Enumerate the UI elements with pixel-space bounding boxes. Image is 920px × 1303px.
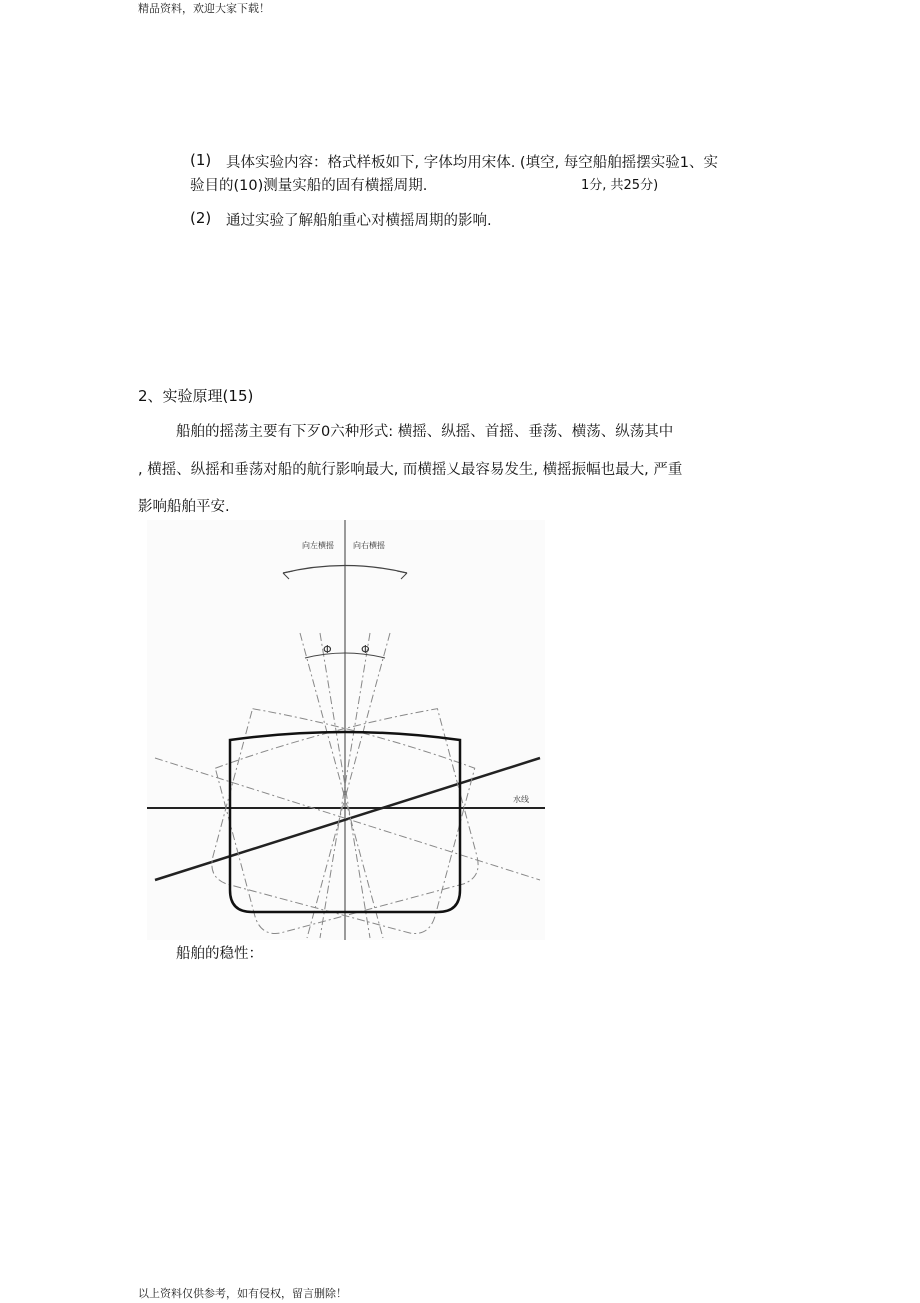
roll-right-label: 向右横摇 (353, 541, 385, 550)
item-1-num: (1) (190, 151, 212, 169)
figure-caption: 船舶的稳性： (176, 946, 263, 962)
page-header: 精品资料，欢迎大家下载！ (138, 2, 270, 15)
item-2-line1: 通过实验了解船舶重心对横摇周期的影响. (226, 213, 492, 229)
paragraph-line: 船舶的摇荡主要有下歹0六种形式: 横摇、纵摇、首摇、垂荡、横荡、纵荡其中 (176, 424, 674, 440)
page-footer: 以上资料仅供参考，如有侵权，留言删除！ (138, 1287, 347, 1300)
item-1-line2: 验目的(10)测量实船的固有横摇周期. (190, 178, 428, 194)
item-2-num: (2) (190, 209, 212, 227)
paragraph-line: , 横摇、纵摇和垂荡对船的航行影响最大, 而横摇乂最容易发生, 横摇振幅也最大, 严重 (138, 462, 683, 478)
phi-label-right: Φ (361, 643, 370, 656)
waterline-label: 水线 (513, 795, 529, 804)
paragraph-line: 影响船舶平安. (138, 499, 230, 515)
roll-left-label: 向左横摇 (302, 541, 334, 550)
phi-label-left: Φ (323, 643, 332, 656)
ship-rolling-diagram (147, 520, 545, 940)
item-1-line1: 具体实验内容：格式样板如下, 字体均用宋体. (填空, 每空船舶摇摆实验1、实 (226, 155, 719, 171)
item-1-score: 1分, 共25分) (581, 178, 659, 193)
section-title: 2、实验原理(15) (138, 387, 254, 405)
